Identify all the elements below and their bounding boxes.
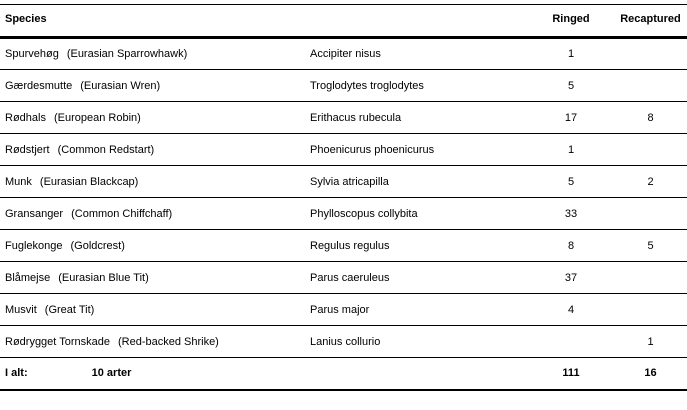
local-name: Spurvehøg [5, 48, 59, 60]
common-name: (Great Tit) [44, 303, 95, 316]
scientific-name-cell: Sylvia atricapilla [310, 175, 389, 188]
ringed-cell: 17 [564, 111, 578, 124]
table-row [0, 230, 687, 262]
header-species: Species [5, 13, 47, 25]
local-name: Rødrygget Tornskade [5, 335, 110, 348]
common-name: (European Robin) [53, 111, 141, 124]
species-name-cell [0, 326, 306, 358]
ringed-cell: 1 [567, 143, 575, 156]
recaptured-cell [614, 262, 687, 294]
species-name-cell [0, 198, 306, 230]
recaptured-cell: 2 [647, 175, 654, 188]
species-name-cell [0, 262, 306, 294]
local-name: Fuglekonge [5, 239, 63, 252]
species-name-cell [0, 38, 306, 70]
total-empty-cell [306, 358, 528, 390]
recaptured-cell: 8 [647, 111, 654, 124]
common-name: (Eurasian Blackcap) [39, 175, 139, 188]
common-name: (Common Chiffchaff) [71, 207, 173, 220]
scientific-name-cell: Phoenicurus phoenicurus [310, 143, 435, 156]
ringed-cell: 37 [564, 271, 578, 284]
scientific-name-cell: Phylloscopus collybita [310, 207, 418, 220]
ringed-cell: 8 [567, 239, 575, 252]
header-ringed: Ringed [552, 13, 590, 25]
ringed-cell: 5 [567, 79, 575, 92]
species-name-cell [0, 102, 306, 134]
species-table [0, 4, 687, 391]
species-name-cell [0, 294, 306, 326]
table-row [0, 326, 687, 358]
table-row [0, 262, 687, 294]
scientific-name-cell: Parus major [310, 303, 370, 316]
ringed-cell: 5 [567, 175, 575, 188]
ringed-cell [528, 326, 614, 358]
local-name: Rødhals [5, 111, 46, 124]
recaptured-cell [614, 198, 687, 230]
species-name-cell [0, 134, 306, 166]
scientific-name-cell: Regulus regulus [310, 239, 390, 252]
table-row [0, 38, 687, 70]
recaptured-cell: 5 [647, 239, 654, 252]
local-name: Blåmejse [5, 271, 51, 284]
species-name-cell [0, 230, 306, 262]
header-scientific [306, 5, 528, 38]
scientific-name-cell: Erithacus rubecula [310, 111, 402, 124]
scientific-name-cell: Parus caeruleus [310, 271, 390, 284]
scientific-name-cell: Troglodytes troglodytes [310, 79, 424, 92]
common-name: (Eurasian Blue Tit) [58, 271, 149, 284]
common-name: (Goldcrest) [70, 239, 125, 252]
table-row [0, 166, 687, 198]
scientific-name-cell: Lanius collurio [310, 335, 381, 348]
species-name-cell [0, 70, 306, 102]
species-name-cell [0, 166, 306, 198]
total-label: I alt: [5, 367, 28, 380]
total-species-count: 10 arter [91, 367, 132, 380]
common-name: (Eurasian Sparrowhawk) [66, 48, 188, 60]
ringed-cell: 33 [564, 207, 578, 220]
scientific-name-cell: Accipiter nisus [310, 48, 381, 60]
local-name: Musvit [5, 303, 37, 316]
total-recaptured: 16 [644, 367, 657, 380]
recaptured-cell [614, 38, 687, 70]
local-name: Gærdesmutte [5, 79, 73, 92]
local-name: Munk [5, 175, 32, 188]
common-name: (Red-backed Shrike) [117, 335, 219, 348]
table-row [0, 102, 687, 134]
total-ringed: 111 [562, 367, 580, 380]
table-row [0, 134, 687, 166]
recaptured-cell [614, 70, 687, 102]
recaptured-cell [614, 294, 687, 326]
header-recaptured: Recaptured [620, 13, 681, 25]
table-row [0, 198, 687, 230]
table-header-row [0, 5, 687, 38]
recaptured-cell: 1 [647, 335, 654, 348]
local-name: Rødstjert [5, 143, 50, 156]
common-name: (Common Redstart) [57, 143, 155, 156]
table-row [0, 294, 687, 326]
ringed-cell: 1 [567, 48, 575, 60]
common-name: (Eurasian Wren) [80, 79, 161, 92]
table-body [0, 38, 687, 390]
recaptured-cell [614, 134, 687, 166]
local-name: Gransanger [5, 207, 64, 220]
total-row [0, 358, 687, 390]
ringed-cell: 4 [567, 303, 575, 316]
total-label-cell [0, 358, 306, 390]
table-row [0, 70, 687, 102]
